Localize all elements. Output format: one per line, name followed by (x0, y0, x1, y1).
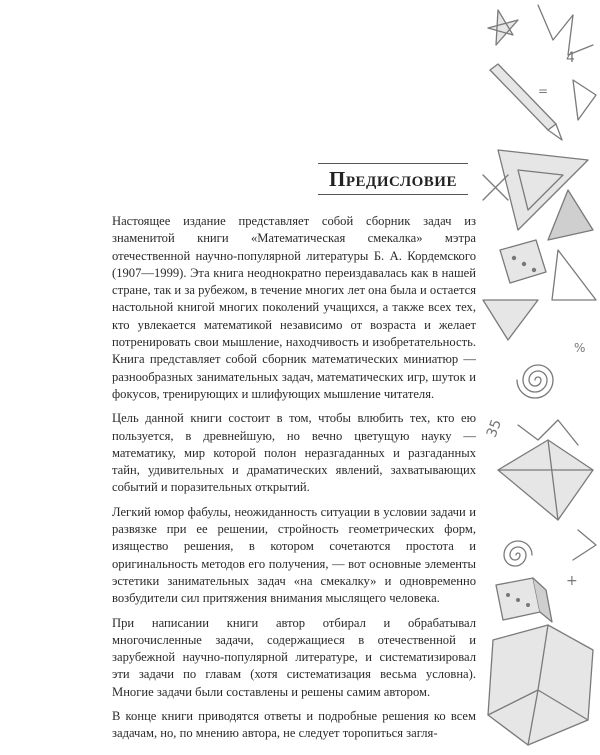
spiral-icon (504, 541, 532, 566)
cross-mark (483, 175, 508, 200)
triangle-shape (552, 250, 596, 300)
doodle-glyph: + (566, 573, 578, 589)
doodle-glyph: 35 (483, 417, 505, 440)
decorative-doodle-border (478, 0, 600, 750)
dice-icon (496, 578, 552, 622)
doodle-art (478, 0, 600, 750)
title-rule-top (318, 163, 468, 164)
doodle-glyph: 4 (566, 50, 575, 66)
paragraph: В конце книги приводятся ответы и подробные решения ко всем задачам, но, по мнению автора, не следует торопиться загля- (112, 709, 476, 741)
doodle-glyph: = (538, 84, 549, 98)
title-rule-bottom (318, 194, 468, 195)
body-text (112, 213, 476, 750)
cube-icon (488, 625, 593, 745)
page-title: Предисловие (329, 167, 457, 191)
pyramid-icon (498, 440, 593, 520)
triangle-shape (573, 80, 596, 120)
dice-icon (500, 240, 546, 283)
paragraph: Легкий юмор фабулы, неожиданность ситуации в условии задачи и развязке при ее решении, стройность геометрических форм, изящество решения, в котором сочетаются простота и оригинальность методов его получения, — вот основные элементы эстетики занимательных задач «на смекалку» и одновременно возбудители сил притяжения внимания мыслящего человека. (112, 504, 476, 606)
prism-shape (548, 190, 593, 240)
chapter-heading (318, 163, 468, 195)
angle-mark (573, 530, 596, 560)
pencil-icon (490, 64, 562, 140)
doodle-glyph: % (574, 341, 586, 355)
paragraph: При написании книги автор отбирал и обрабатывал многочисленные задачи, содержащиеся в отечественной и зарубежной научно-популярной литературе, и систематизировал эти задачи по главам (хотя систематизация весьма условна). Многие задачи были составлены и решены самим автором. (112, 615, 476, 699)
paragraph: Цель данной книги состоит в том, чтобы влюбить тех, кто ею пользуется, в древнейшую, но вечно цветущую науку — математику, мир которой полон неразгаданных и разгаданных тайн, удивительных и драматических явлений, захватывающих событий и поразительных открытий. (112, 411, 476, 495)
paragraph: Настоящее издание представляет собой сборник задач из знаменитой книги «Математическая смекалка» мэтра отечественной научно-популярной литературы Б. А. Кордемского (1907—1999). Эта книга неоднократно переиздавалась как в нашей стране, так и за рубежом, в течение многих лет она была и остается настольной книгой многих поколений учащихся, а также всех тех, кто увлекается математикой независимо от возраста и желает потренировать свои мышление, находчивость и изобретательность. Книга представляет собой сборник математических миниатюр — разнообразных занимательных задач, математических игр, шуток и фокусов, тренирующих и шлифующих мышление читателя. (112, 214, 476, 401)
spiral-icon (517, 365, 553, 398)
triangle-shape (483, 300, 538, 340)
star-icon (488, 5, 593, 55)
